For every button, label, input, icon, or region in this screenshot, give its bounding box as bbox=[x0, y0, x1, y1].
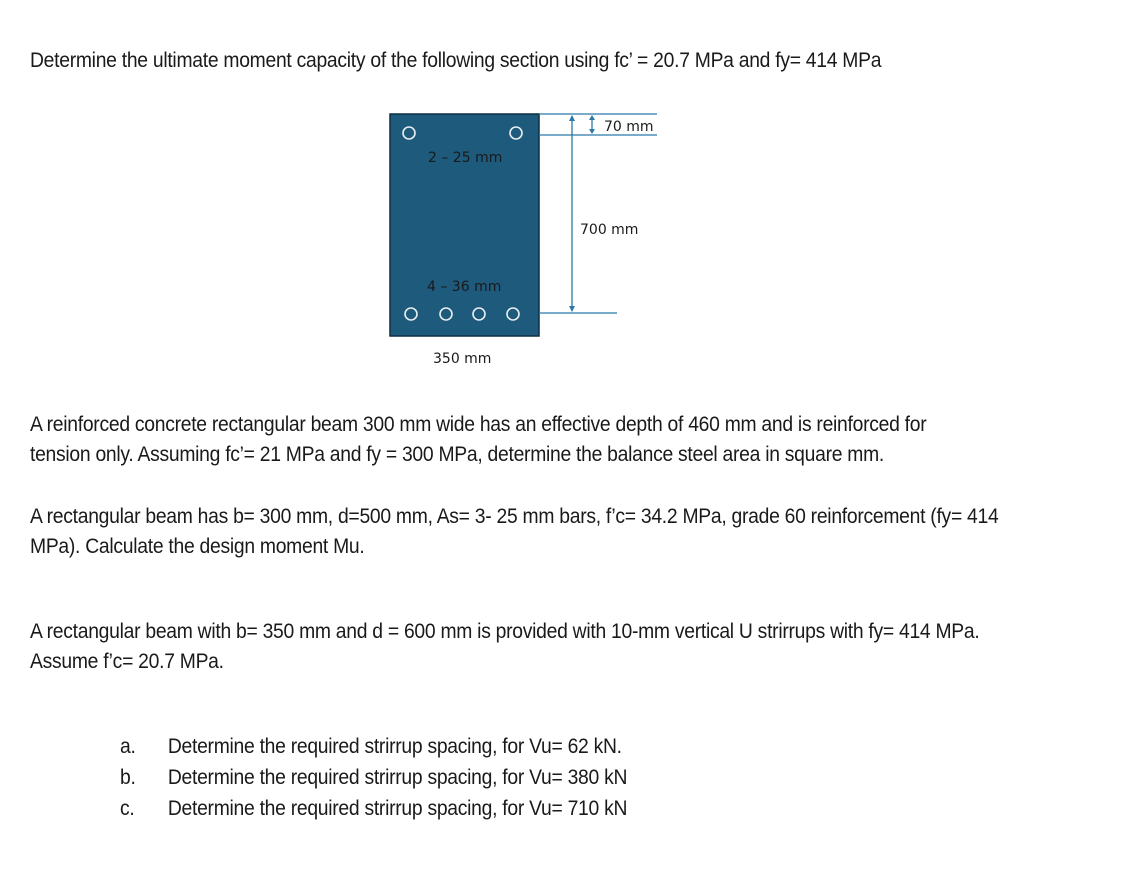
list-marker: b. bbox=[120, 766, 136, 789]
question-4-line-1: A rectangular beam with b= 350 mm and d = 600 mm is provided with 10-mm vertical U strirrups with fy= 414 MPa. bbox=[30, 620, 980, 643]
cover-arrow-bottom bbox=[589, 129, 595, 134]
question-2 bbox=[30, 410, 1014, 470]
list-marker: c. bbox=[120, 797, 135, 820]
question-3-line-2: MPa). Calculate the design moment Mu. bbox=[30, 535, 365, 558]
question-2-line-1: A reinforced concrete rectangular beam 300 mm wide has an effective depth of 460 mm and is reinforced for bbox=[30, 413, 927, 436]
cover-arrow-top bbox=[589, 115, 595, 120]
cover-label: 70 mm bbox=[604, 119, 654, 135]
beam-section-figure bbox=[0, 0, 1125, 400]
depth-label: 700 mm bbox=[580, 222, 639, 238]
question-4 bbox=[30, 617, 1014, 677]
question-2-line-2: tension only. Assuming fc’= 21 MPa and fy = 300 MPa, determine the balance steel area in square mm. bbox=[30, 443, 885, 466]
bottom-bars-label: 4 – 36 mm bbox=[427, 279, 502, 295]
list-item-text: Determine the required strirrup spacing, for Vu= 380 kN bbox=[167, 766, 628, 789]
question-4-line-2: Assume f’c= 20.7 MPa. bbox=[30, 650, 224, 673]
list-item-text: Determine the required strirrup spacing, for Vu= 62 kN. bbox=[167, 735, 622, 758]
top-bars-label: 2 – 25 mm bbox=[428, 150, 503, 166]
depth-arrow-bottom bbox=[569, 306, 575, 312]
question-3-line-1: A rectangular beam has b= 300 mm, d=500 mm, As= 3- 25 mm bars, f’c= 34.2 MPa, grade 60 reinforcement (fy= 414 bbox=[30, 505, 999, 528]
depth-arrow-top bbox=[569, 115, 575, 121]
beam-section-rect bbox=[390, 114, 539, 336]
question-1-text: Determine the ultimate moment capacity of the following section using fc’ = 20.7 MPa and fy= 414 MPa bbox=[30, 49, 882, 72]
list-item-text: Determine the required strirrup spacing, for Vu= 710 kN bbox=[167, 797, 628, 820]
list-marker: a. bbox=[120, 735, 136, 758]
question-3 bbox=[30, 502, 1014, 562]
width-label: 350 mm bbox=[433, 351, 492, 367]
